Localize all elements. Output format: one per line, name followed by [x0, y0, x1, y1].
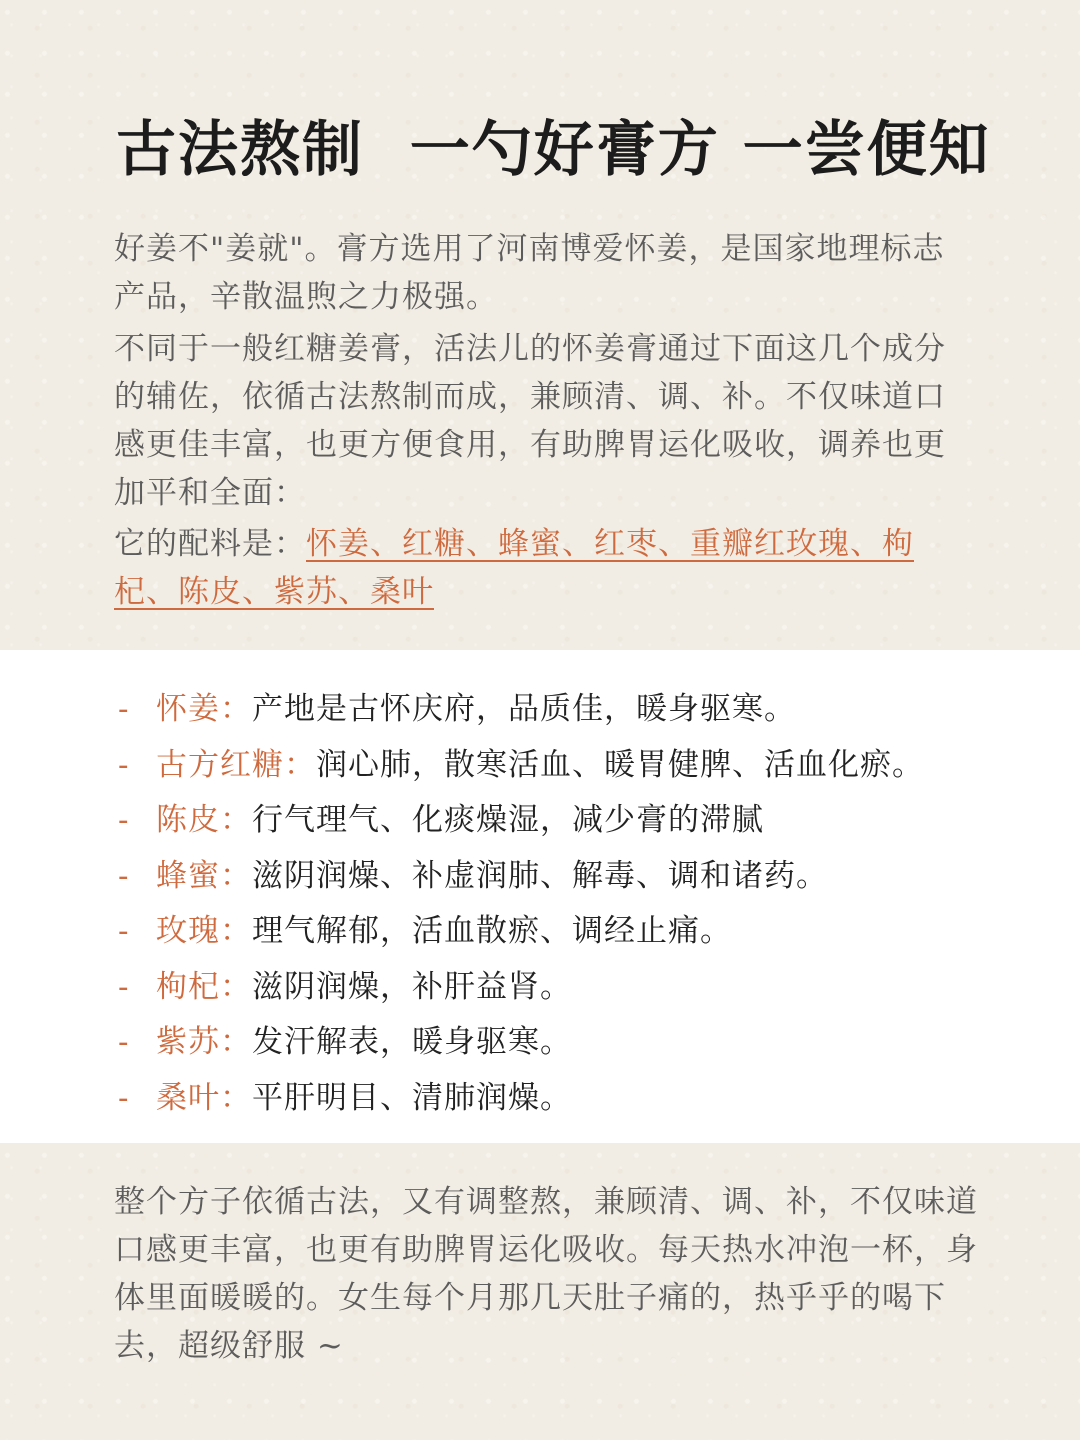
ingredient-colon: ： — [284, 746, 316, 783]
page-title: 古法熬制 一勺好膏方 一尝便知 — [116, 115, 991, 185]
ingredient-colon: ： — [220, 913, 252, 949]
ingredient-colon: ： — [220, 968, 252, 1005]
ingredient-name: 蜂蜜 — [156, 857, 220, 894]
bullet-dash: - — [118, 913, 130, 949]
list-item — [118, 1071, 1018, 1127]
ingredient-colon: ： — [220, 1079, 252, 1116]
ingredient-colon: ： — [220, 857, 252, 894]
list-item — [118, 1015, 1018, 1071]
bullet-dash: - — [118, 857, 130, 894]
ingredients-line — [114, 520, 974, 616]
ingredient-name: 玫瑰 — [156, 913, 220, 949]
ingredients-prefix: 它的配料是： — [114, 526, 306, 562]
bullet-dash: - — [118, 968, 130, 1005]
ingredient-description: 理气解郁，活血散瘀、调经止痛。 — [252, 913, 732, 949]
ingredient-description: 发汗解表，暖身驱寒。 — [252, 1024, 572, 1060]
ingredients-link[interactable]: 怀姜、红糖、蜂蜜、红枣、重瓣红玫瑰、枸杞、陈皮、紫苏、桑叶 — [114, 526, 914, 610]
ingredient-name: 桑叶 — [156, 1079, 220, 1116]
ingredient-description: 润心肺，散寒活血、暖胃健脾、活血化瘀。 — [316, 746, 924, 783]
ingredient-colon: ： — [220, 1024, 252, 1060]
ingredient-description: 滋阴润燥、补虚润肺、解毒、调和诸药。 — [252, 857, 828, 894]
ingredient-description: 产地是古怀庆府，品质佳，暖身驱寒。 — [252, 691, 796, 727]
ingredient-colon: ： — [220, 691, 252, 727]
ingredient-name: 陈皮 — [156, 802, 220, 838]
ingredient-name: 怀姜 — [156, 691, 220, 727]
list-item — [118, 793, 1018, 849]
ingredient-description: 滋阴润燥，补肝益肾。 — [252, 968, 572, 1005]
ingredient-list — [118, 682, 1018, 1126]
list-item — [118, 904, 1018, 960]
list-item — [118, 682, 1018, 738]
ingredient-colon: ： — [220, 802, 252, 838]
ingredient-description: 平肝明目、清肺润燥。 — [252, 1079, 572, 1116]
bullet-dash: - — [118, 802, 130, 838]
bullet-dash: - — [118, 691, 130, 727]
ingredient-description: 行气理气、化痰燥湿，减少膏的滞腻 — [252, 802, 764, 838]
ingredient-name: 枸杞 — [156, 968, 220, 1005]
list-item — [118, 738, 1018, 794]
bullet-dash: - — [118, 1079, 130, 1116]
intro-paragraph-formula: 不同于一般红糖姜膏，活法儿的怀姜膏通过下面这几个成分的辅佐，依循古法熬制而成，兼顾清、调、补。不仅味道口感更佳丰富，也更方便食用，有助脾胃运化吸收，调养也更加平和全面： — [114, 331, 946, 511]
ingredient-name: 古方红糖 — [156, 746, 284, 783]
list-item — [118, 849, 1018, 905]
list-item — [118, 960, 1018, 1016]
bullet-dash: - — [118, 746, 130, 783]
bullet-dash: - — [118, 1024, 130, 1060]
ingredient-name: 紫苏 — [156, 1024, 220, 1060]
closing-paragraph: 整个方子依循古法，又有调整熬，兼顾清、调、补，不仅味道口感更丰富，也更有助脾胃运化吸收。每天热水冲泡一杯，身体里面暖暖的。女生每个月那几天肚子痛的，热乎乎的喝下去，超级舒服 ~ — [114, 1184, 978, 1364]
intro-paragraph-ginger: 好姜不"姜就"。膏方选用了河南博爱怀姜，是国家地理标志产品，辛散温煦之力极强。 — [114, 231, 945, 315]
